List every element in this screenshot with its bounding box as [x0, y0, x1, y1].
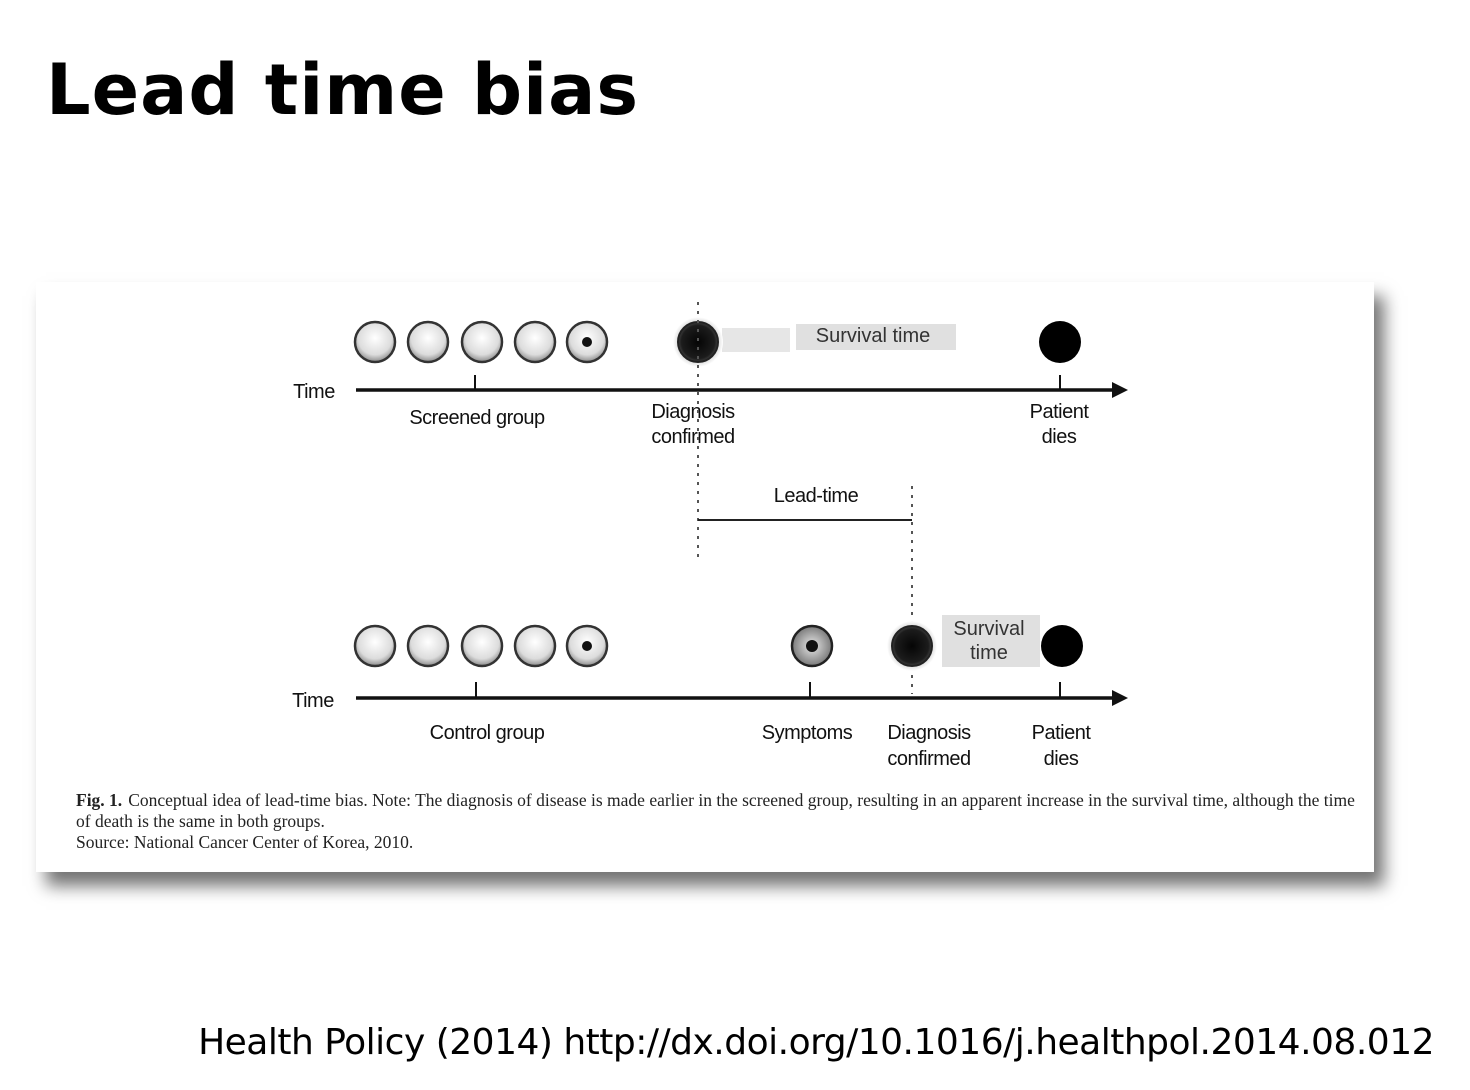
- diagnosis-label-line2: confirmed: [651, 426, 735, 448]
- diagnosis-label-line2: confirmed: [887, 748, 971, 770]
- stage-circle: [408, 322, 448, 362]
- screened-stage-circles: [355, 322, 607, 362]
- stage-circle: [355, 322, 395, 362]
- survival-label-line1: Survival: [953, 618, 1025, 640]
- screened-group-label: Screened group: [409, 407, 545, 429]
- stage-circle: [462, 626, 502, 666]
- death-label-line1: Patient: [1031, 722, 1091, 744]
- control-axis-arrow: [1112, 690, 1128, 706]
- caption-figure-number: Fig. 1.: [76, 790, 123, 810]
- survival-label-line2: time: [970, 642, 1008, 664]
- diagnosis-circle-control: [892, 626, 932, 666]
- figure-caption: [76, 790, 1356, 853]
- stage-circle: [408, 626, 448, 666]
- lead-time-label: Lead-time: [773, 485, 859, 507]
- symptoms-dot: [806, 640, 818, 652]
- death-circle-screened: [1039, 321, 1081, 363]
- control-group-label: Control group: [429, 722, 545, 744]
- citation: Health Policy (2014) http://dx.doi.org/10.1016/j.healthpol.2014.08.012: [198, 1022, 1434, 1063]
- stage-circle: [462, 322, 502, 362]
- time-axis-label: Time: [292, 690, 334, 712]
- survival-bar-faded: [722, 328, 790, 352]
- time-axis-label: Time: [293, 381, 335, 403]
- control-stage-circles: [355, 626, 607, 666]
- death-label-line2: dies: [1041, 426, 1077, 448]
- stage-circle: [515, 626, 555, 666]
- disease-dot: [582, 641, 592, 651]
- lead-time-bias-figure: [36, 282, 1374, 872]
- caption-source: Source: National Cancer Center of Korea, 2010.: [76, 832, 414, 852]
- disease-dot: [582, 337, 592, 347]
- survival-time-label: Survival time: [815, 325, 931, 347]
- caption-text: Conceptual idea of lead-time bias. Note: The diagnosis of disease is made earlier in the screened group, resulting in an apparent increase in the survival time, although the time of death is the same in both groups.: [76, 790, 1355, 831]
- death-circle-control: [1041, 625, 1083, 667]
- stage-circle: [515, 322, 555, 362]
- diagnosis-label-line1: Diagnosis: [651, 401, 735, 423]
- death-label-line2: dies: [1043, 748, 1079, 770]
- death-label-line1: Patient: [1029, 401, 1089, 423]
- diagnosis-label-line1: Diagnosis: [887, 722, 971, 744]
- timeline-diagram: [36, 282, 1374, 782]
- stage-circle: [355, 626, 395, 666]
- symptoms-label: Symptoms: [761, 722, 853, 744]
- screened-axis-arrow: [1112, 382, 1128, 398]
- slide-title: Lead time bias: [46, 49, 640, 131]
- caption-body: [76, 790, 1356, 832]
